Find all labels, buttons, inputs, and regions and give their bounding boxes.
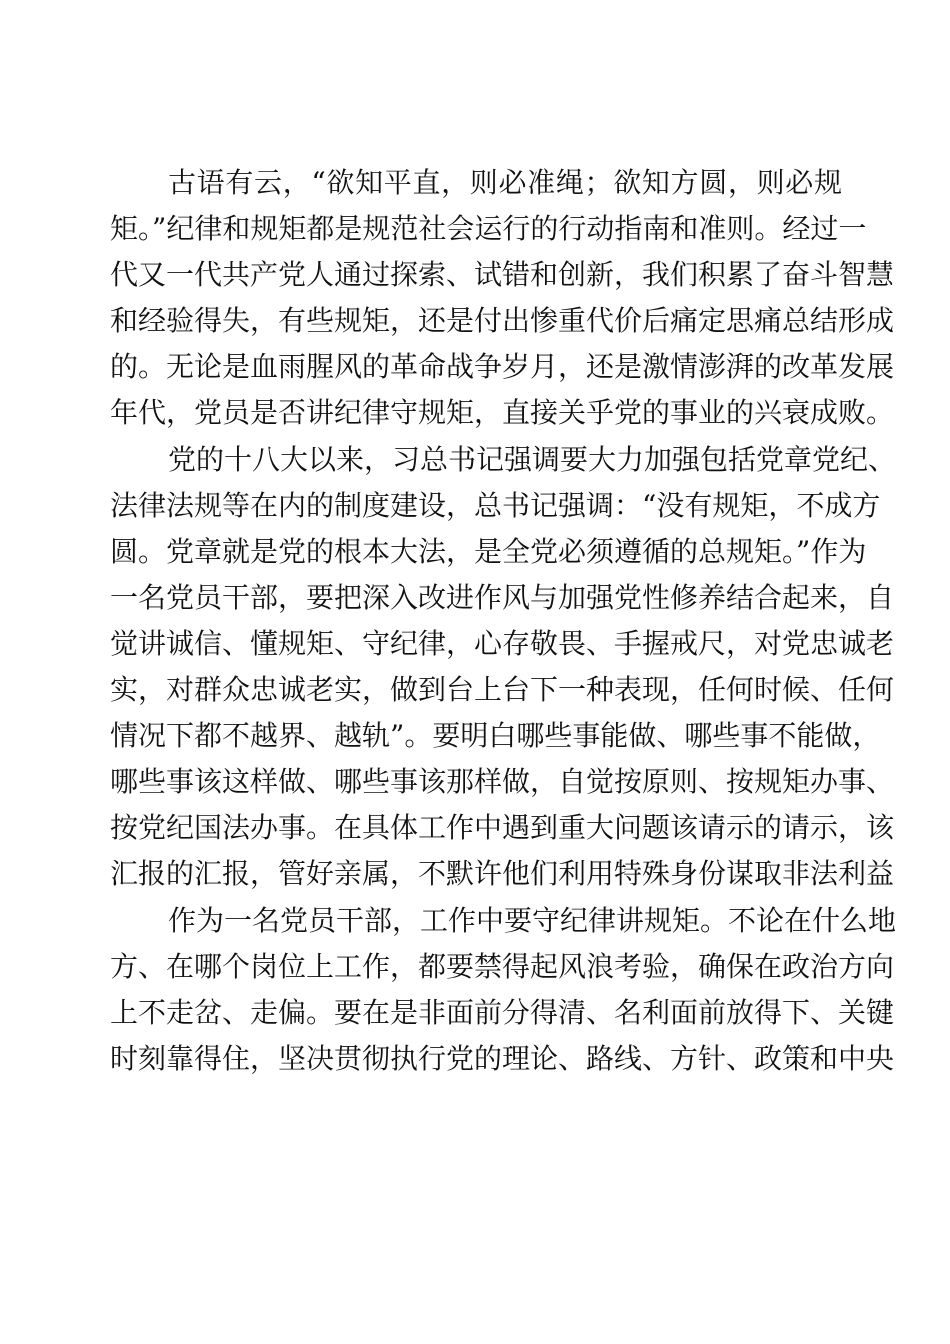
document-body [110, 160, 897, 1082]
text-line: 上不走岔、走偏。要在是非面前分得清、名利面前放得下、关键 [110, 995, 895, 1029]
text-line: 按党纪国法办事。在具体工作中遇到重大问题该请示的请示，该 [110, 811, 895, 845]
text-line: 哪些事该这样做、哪些事该那样做，自觉按原则、按规矩办事、 [110, 765, 895, 799]
text-line: 法律法规等在内的制度建设，总书记强调：“没有规矩，不成方 [110, 488, 881, 522]
text-line: 年代，党员是否讲纪律守规矩，直接关乎党的事业的兴衰成败。 [110, 396, 895, 430]
text-line: 和经验得失，有些规矩，还是付出惨重代价后痛定思痛总结形成 [110, 304, 895, 338]
text-line: 时刻靠得住，坚决贯彻执行党的理论、路线、方针、政策和中央 [110, 1041, 895, 1075]
text-line: 方、在哪个岗位上工作，都要禁得起风浪考验，确保在政治方向 [110, 949, 895, 983]
text-line: 古语有云，“欲知平直，则必准绳；欲知方圆，则必规 [168, 166, 842, 199]
text-line: 实，对群众忠诚老实，做到台上台下一种表现，任何时候、任何 [110, 673, 895, 707]
text-line: 汇报的汇报，管好亲属，不默许他们利用特殊身份谋取非法利益 [110, 857, 895, 891]
text-line: 觉讲诚信、懂规矩、守纪律，心存敬畏、手握戒尺，对党忠诚老 [110, 626, 895, 660]
text-line: 圆。党章就是党的根本大法，是全党必须遵循的总规矩。”作为 [110, 534, 867, 568]
text-line: 代又一代共产党人通过探索、试错和创新，我们积累了奋斗智慧 [110, 258, 895, 292]
text-line: 党的十八大以来，习总书记强调要大力加强包括党章党纪、 [168, 442, 897, 476]
text-line: 矩。”纪律和规矩都是规范社会运行的行动指南和准则。经过一 [110, 212, 867, 246]
text-line: 情况下都不越界、越轨”。要明白哪些事能做、哪些事不能做， [110, 719, 881, 753]
text-line: 一名党员干部，要把深入改进作风与加强党性修养结合起来，自 [110, 580, 895, 614]
paragraph [110, 437, 897, 898]
text-line: 的。无论是血雨腥风的革命战争岁月，还是激情澎湃的改革发展 [110, 350, 895, 384]
paragraph [110, 160, 895, 437]
paragraph [110, 898, 897, 1082]
text-line: 作为一名党员干部，工作中要守纪律讲规矩。不论在什么地 [168, 903, 897, 937]
